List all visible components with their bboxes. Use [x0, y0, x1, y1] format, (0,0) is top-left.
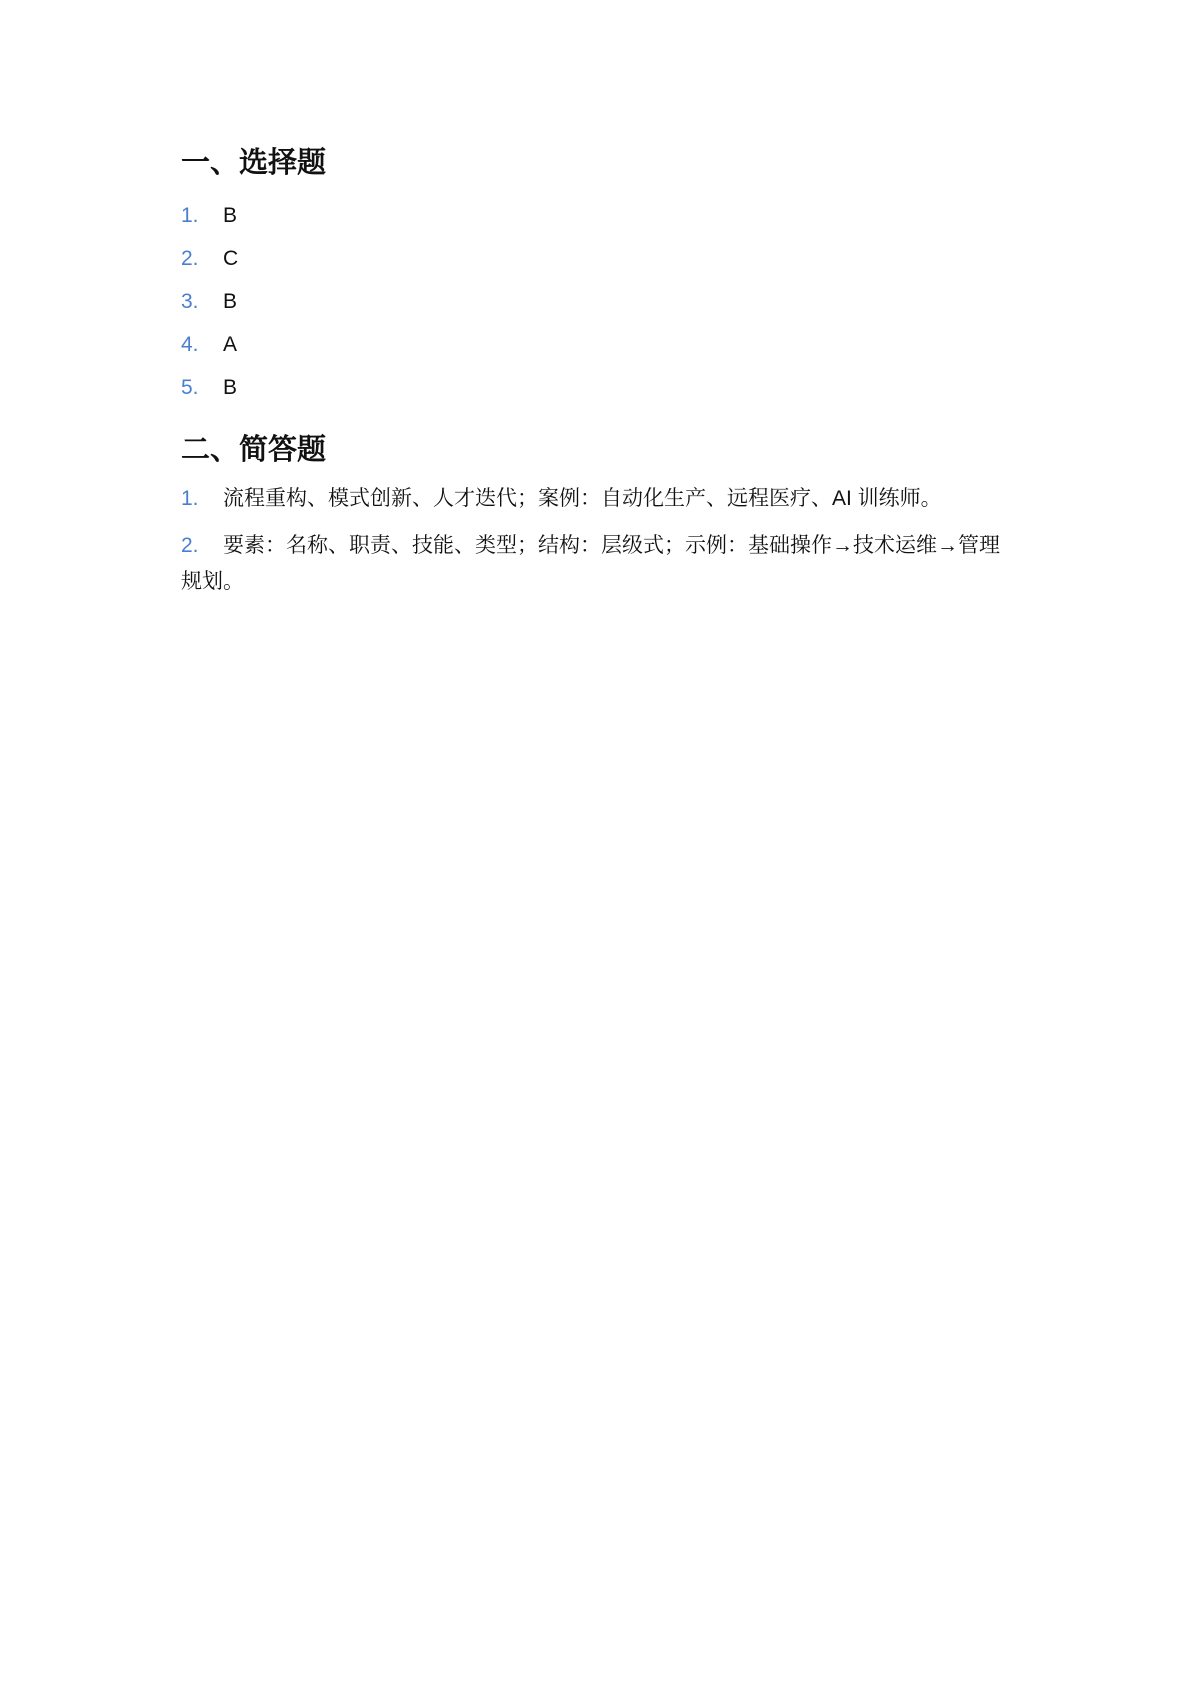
list-item — [181, 528, 1011, 600]
list-item — [181, 481, 1011, 517]
list-item — [181, 280, 1011, 323]
section-title-short-answer: 二、简答题 — [181, 432, 327, 466]
list-text: 流程重构、模式创新、人才迭代；案例：自动化生产、远程医疗、AI 训练师。 — [223, 487, 942, 510]
list-item — [181, 194, 1011, 237]
list-number: 5. — [181, 376, 199, 399]
list-number: 4. — [181, 333, 199, 356]
choice-answer-list — [181, 194, 1011, 409]
short-answer-list — [181, 481, 1011, 600]
list-number: 3. — [181, 290, 199, 313]
section-title-multiple-choice: 一、选择题 — [181, 145, 327, 179]
list-text: B — [223, 376, 238, 399]
section-short-answer — [181, 427, 1011, 600]
list-text: B — [223, 290, 238, 313]
list-number: 2. — [181, 247, 199, 270]
list-item — [181, 323, 1011, 366]
section-multiple-choice — [181, 140, 1011, 409]
list-number: 2. — [181, 534, 199, 557]
list-number: 1. — [181, 204, 199, 227]
list-text: A — [223, 333, 238, 356]
list-item — [181, 366, 1011, 409]
document-content — [181, 140, 1011, 611]
list-text: B — [223, 204, 238, 227]
list-item — [181, 237, 1011, 280]
list-text: C — [223, 247, 239, 270]
list-text: 要素：名称、职责、技能、类型；结构：层级式；示例：基础操作→技术运维→管理规划。 — [181, 534, 1000, 593]
list-number: 1. — [181, 487, 199, 510]
